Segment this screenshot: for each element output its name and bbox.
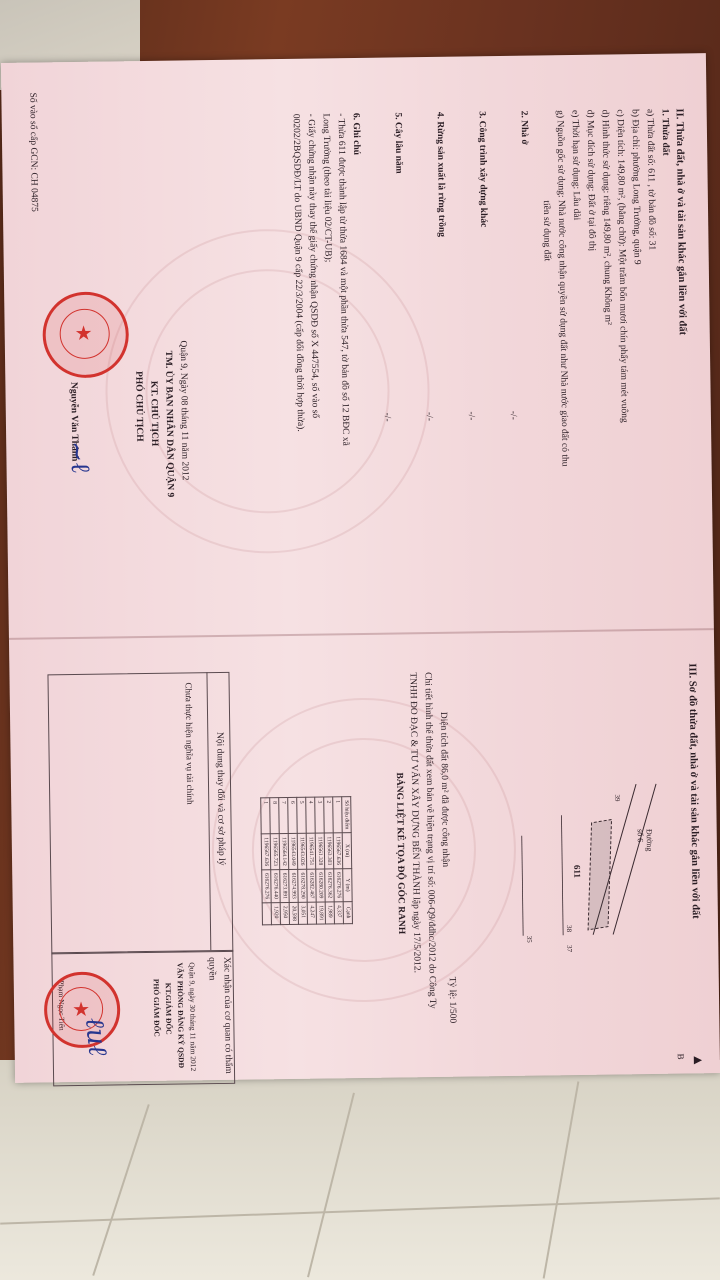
issue-date: Quận 9, Ngày 08 tháng 11 năm 2012 [177, 340, 190, 481]
star-icon: ★ [74, 322, 93, 345]
table-cell: 1196541.751 [306, 833, 315, 869]
north-arrow-icon: ▲ [689, 1053, 706, 1068]
section-ii-heading: II. Thửa đất, nhà ở và tài sản khác gắn liền với đất [673, 108, 688, 336]
plot-diagram [461, 774, 673, 953]
table-cell: 616280.209 [316, 869, 325, 902]
table-cell: 6 [288, 797, 298, 833]
coord-table-title: BẢNG LIỆT KÊ TỌA ĐỘ GÓC RANH [393, 772, 407, 935]
neighbor-39: 39 [613, 794, 622, 802]
table-cell: 4 [306, 797, 316, 833]
table-cell: 2 [324, 797, 334, 833]
area: c) Diện tích: 149,80 m², (bằng chữ): Một trăm bốn mươi chín phẩy tám mét vuông [614, 109, 629, 423]
table-cell: 616278.290 [298, 869, 307, 902]
floor-tiles-bottom [0, 1060, 720, 1280]
forest-title: 4. Rừng sản xuất là rừng trồng [434, 111, 447, 238]
vice-chairman: PHÓ CHỦ TỊCH [133, 371, 145, 442]
note-2b: 00202/2BQSDĐ/LT do UBND Quận 9 cấp 22/3/2004 (cấp đổi đồng thời hợp thửa). [290, 113, 306, 432]
use-form: d) Hình thức sử dụng: riêng 149,80 m², chung Không m² [599, 109, 613, 326]
table-cell: 1 [261, 798, 271, 834]
table-cell: 1196563.303 [324, 833, 333, 869]
table-cell: 3 [315, 797, 325, 833]
area-note: Diện tích đất 86,0 m² đã được công nhận [438, 711, 451, 868]
changes-title: Nội dung thay đổi và cơ sở pháp lý [214, 731, 227, 866]
table-cell: 616282.467 [307, 869, 316, 902]
table-cell: 20,598 [289, 902, 298, 924]
section-iii-text [684, 663, 703, 919]
table-cell: 4,247 [307, 902, 316, 924]
land-title: 1. Thửa đất [659, 108, 671, 156]
purpose: đ) Mục đích sử dụng: Đất ở tại đô thị [584, 109, 597, 252]
origin-cont: tiền sử dụng đất [540, 200, 552, 262]
land-use-certificate [1, 53, 720, 1083]
table-cell [262, 903, 271, 925]
table-cell: 1196543.049 [288, 833, 297, 869]
table-row [270, 798, 281, 925]
gcn-number: Số vào sổ cấp GCN: CH 04875 [27, 92, 39, 212]
area-notes [389, 672, 454, 1009]
section-iii-heading: III. Sơ đồ thửa đất, nhà ở và tài sản khác gắn liền với đất [686, 663, 701, 919]
note-1: - Thửa 611 được thành lập từ thửa 1684 và một phần thửa 547, tờ bản đồ số 12 BĐC xã [335, 113, 351, 446]
coordinate-table [260, 796, 353, 925]
detail-note: Chi tiết hình thể thửa đất xem bản vẽ hiện trạng vị trí số: 006-Q9/đdhc/2012 do Công Ty [422, 672, 438, 1009]
table-cell: 616276.362 [325, 869, 334, 902]
detail-note-2: TNHH ĐO ĐẠC & TƯ VẤN XÂY DỰNG BẾN THÀNH lập ngày 17/5/2012. [407, 672, 422, 974]
table-cell: 616273.891 [280, 869, 289, 902]
table-cell: 1196543.026 [297, 833, 306, 869]
table-cell: 3,051 [298, 902, 307, 924]
trees-title: 5. Cây lâu năm [392, 112, 404, 174]
table-row [297, 797, 308, 924]
table-cell: 19,891 [316, 902, 325, 924]
table-cell: 1 [333, 797, 343, 833]
issuing-authority: TM. ỦY BAN NHÂN DÂN QUẬN 9 [162, 350, 175, 498]
coord-header-cell: Cạnh [343, 901, 352, 923]
note-1b: Long Trường (theo tài liệu 02/CT-UB); [320, 113, 333, 263]
table-cell: 7 [279, 798, 289, 834]
confirm-title: Xác nhận của cơ quan có thẩm quyền [206, 956, 234, 1074]
table-row [333, 797, 344, 924]
table-cell: 4,337 [334, 902, 343, 924]
signature-left: ~ℓ [59, 438, 96, 476]
plot-number-label: 611 [572, 864, 583, 879]
house-title: 2. Nhà ở [518, 110, 530, 145]
table-cell: 1,920 [271, 902, 280, 924]
office-signer: Phạm Ngọc Tiến [56, 980, 67, 1031]
works-value: -/- [465, 411, 476, 421]
section-ii-text [288, 108, 692, 470]
north-arrow: ▲ B [675, 1053, 706, 1068]
fold-line [9, 628, 714, 640]
table-cell: 5 [297, 797, 307, 833]
house-value: -/- [507, 410, 518, 420]
neighbor-37: 37 [565, 945, 574, 953]
table-cell: 8 [270, 798, 280, 834]
table-cell: 1196564.142 [279, 834, 288, 870]
table-cell: 616276.276 [334, 868, 343, 901]
table-cell: 1196567.636 [261, 834, 270, 870]
confirm-date: Quận 9, ngày 30 tháng 11 năm 2012 [187, 962, 199, 1072]
table-cell: 1,989 [325, 902, 334, 924]
coordinate-table-wrap [260, 796, 353, 925]
coord-header-cell: X (m) [342, 833, 351, 869]
table-cell: 616274.993 [289, 869, 298, 902]
table-row [261, 798, 272, 925]
table-row [306, 797, 317, 924]
changes-value: Chưa thực hiện nghĩa vụ tài chính [183, 682, 196, 805]
coord-header-cell: Y (m) [343, 868, 352, 901]
table-row [324, 797, 335, 924]
table-row [279, 798, 290, 925]
table-cell: 1196561.328 [315, 833, 324, 869]
kt-chairman: KT. CHỦ TỊCH [148, 380, 160, 447]
table-cell: 616276.440 [271, 869, 280, 902]
origin: g) Nguồn gốc sử dụng: Nhà nước công nhận quyền sử dụng đất như Nhà nước giao đất có thu [554, 110, 570, 467]
plot-sketch [461, 774, 673, 947]
table-cell: 616276.276 [262, 869, 271, 902]
signature-right: ℓuℓ [78, 1016, 113, 1058]
table-cell: 1196565.723 [270, 834, 279, 870]
trees-value: -/- [381, 412, 392, 422]
notes-title: 6. Ghi chú [350, 112, 362, 156]
table-cell: 1196567.636 [333, 833, 342, 869]
table-row [288, 797, 299, 924]
plot-number: a) Thửa đất số: 611 , tờ bản đồ số: 31 [644, 108, 657, 251]
term: e) Thời hạn sử dụng: Lâu dài [569, 109, 582, 221]
note-2: - Giấy chứng nhận này thay thế giấy chứng nhận QSDĐ số X 447554, số vào sổ [305, 113, 320, 419]
office-role: PHÓ GIÁM ĐỐC [151, 978, 162, 1037]
scale-label: Tỷ lệ: 1/500 [446, 976, 458, 1024]
table-row [315, 797, 326, 924]
works-title: 3. Công trình xây dựng khác [476, 111, 489, 228]
office-kt: KT.GIÁM ĐỐC [163, 982, 174, 1035]
coord-header-cell: Số hiệu điểm [342, 797, 352, 833]
star-icon: ★ [71, 998, 91, 1022]
forest-value: -/- [423, 411, 434, 422]
address: b) Địa chỉ: phường Long Trường, quận 9 [629, 109, 642, 265]
office-name: VĂN PHÒNG ĐĂNG KÝ QSDĐ [175, 962, 186, 1069]
neighbor-35: 35 [525, 935, 534, 943]
road-label: Đường số 6 [635, 828, 654, 852]
table-cell: 2,950 [280, 902, 289, 924]
signer-name: Nguyễn Văn Thành [68, 381, 80, 462]
neighbor-38: 38 [565, 925, 574, 933]
